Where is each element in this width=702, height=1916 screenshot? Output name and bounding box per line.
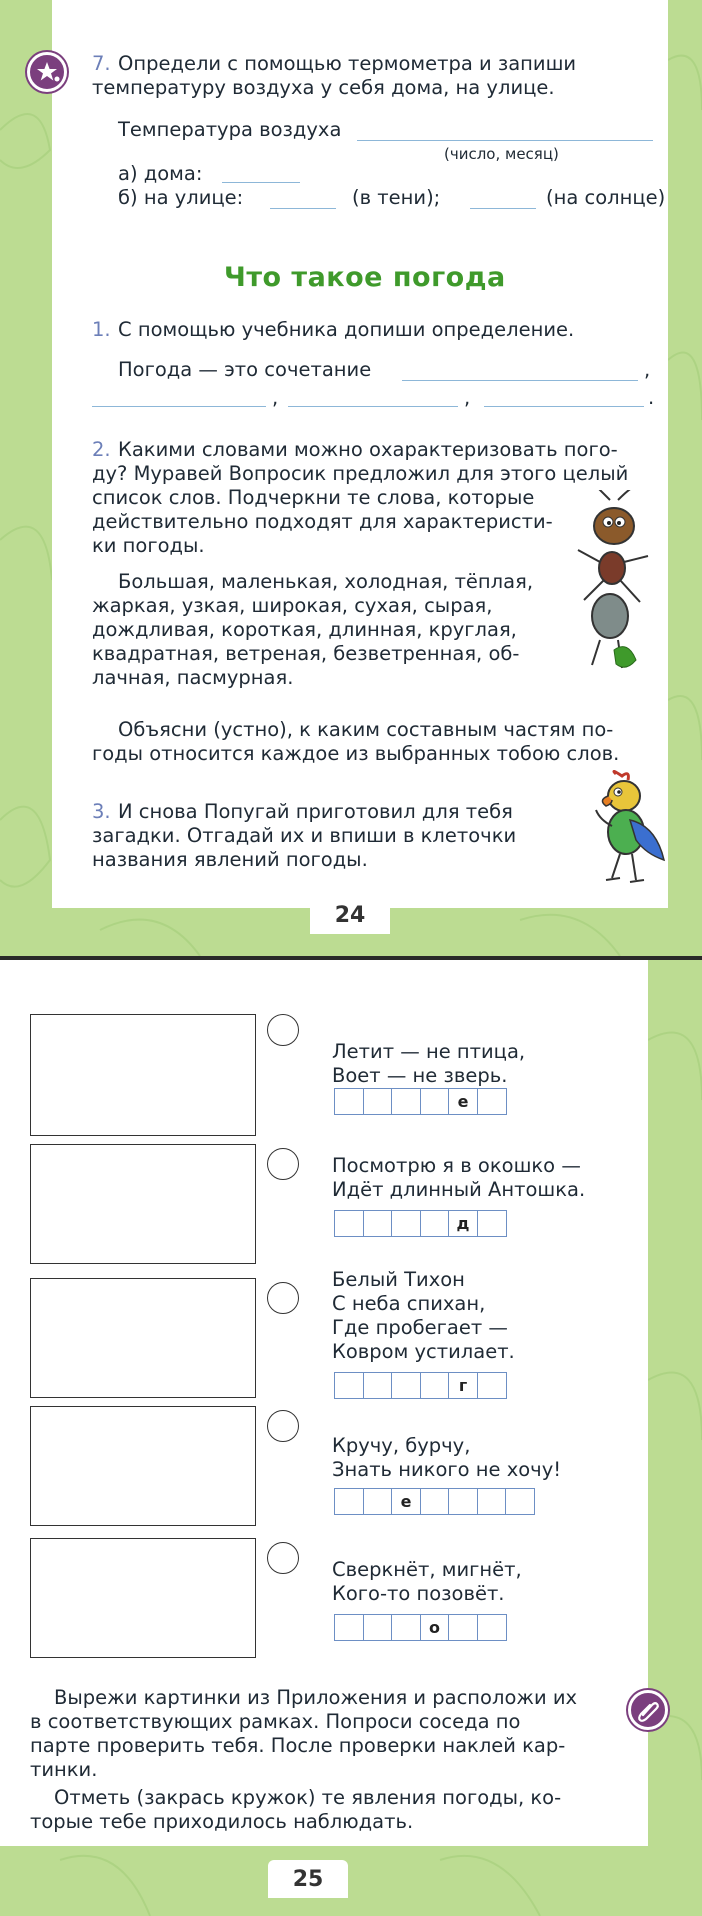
- answer-cell[interactable]: [363, 1614, 393, 1641]
- answer-cell[interactable]: [420, 1088, 450, 1115]
- answer-cell[interactable]: [391, 1372, 421, 1399]
- word-list-line: Большая, маленькая, холодная, тёплая,: [118, 570, 534, 593]
- answer-cell[interactable]: [420, 1488, 450, 1515]
- riddle-4-line: Кручу, бурчу,: [332, 1434, 471, 1457]
- answer-cell[interactable]: [477, 1488, 507, 1515]
- answer-cell[interactable]: е: [448, 1088, 478, 1115]
- answer-cell[interactable]: [477, 1088, 507, 1115]
- comma-3: ,: [464, 386, 471, 409]
- temperature-label: Температура воздуха: [118, 118, 342, 141]
- instruction-line: в соответствующих рамках. Попроси соседа по: [30, 1710, 521, 1733]
- riddle-2-line: Посмотрю я в окошко —: [332, 1154, 581, 1177]
- task-3-line: И снова Попугай приготовил для тебя: [118, 800, 513, 823]
- answer-cell[interactable]: [363, 1372, 393, 1399]
- word-list-line: лачная, пасмурная.: [92, 666, 294, 689]
- instruction-line: парте проверить тебя. После проверки наклей кар-: [30, 1734, 566, 1757]
- definition-field-1[interactable]: [402, 380, 638, 381]
- task-2-line: ки погоды.: [92, 534, 205, 557]
- date-hint: (число, месяц): [444, 145, 559, 163]
- riddle-2-line: Идёт длинный Антошка.: [332, 1178, 586, 1201]
- answer-cell[interactable]: е: [391, 1488, 421, 1515]
- sun-label: (на солнце): [546, 186, 666, 209]
- answer-cell[interactable]: [391, 1210, 421, 1237]
- answer-cell[interactable]: [505, 1488, 535, 1515]
- picture-frame-4[interactable]: [30, 1406, 256, 1526]
- answer-cell[interactable]: [477, 1210, 507, 1237]
- task-2-number: 2.: [92, 438, 111, 461]
- answer-cell[interactable]: [420, 1372, 450, 1399]
- page-number-24: 24: [310, 896, 390, 934]
- instruction-line: Вырежи картинки из Приложения и расположи их: [54, 1686, 578, 1709]
- answer-cell[interactable]: [391, 1614, 421, 1641]
- answer-cell[interactable]: д: [448, 1210, 478, 1237]
- textbook-page-25: [0, 960, 702, 1916]
- explain-line: Объясни (устно), к каким составным частям по-: [118, 718, 614, 741]
- mark-instruction-line: торые тебе приходилось наблюдать.: [30, 1810, 414, 1833]
- answer-cell[interactable]: [334, 1088, 364, 1115]
- riddle-5-line: Сверкнёт, мигнёт,: [332, 1558, 522, 1581]
- picture-frame-1[interactable]: [30, 1014, 256, 1136]
- definition-field-2[interactable]: [92, 406, 266, 407]
- task-2-line: ду? Муравей Вопросик предложил для этого целый: [92, 462, 629, 485]
- answer-cells-4: [334, 1488, 534, 1515]
- answer-cell[interactable]: [334, 1372, 364, 1399]
- page-number-25: 25: [268, 1860, 348, 1898]
- home-temperature-field[interactable]: [222, 182, 300, 183]
- observed-circle-5[interactable]: [267, 1542, 299, 1574]
- task-3-line: загадки. Отгадай их и впиши в клеточки: [92, 824, 517, 847]
- page-24-card: [52, 0, 668, 908]
- riddle-3-line: Где пробегает —: [332, 1316, 508, 1339]
- shade-label: (в тени);: [352, 186, 441, 209]
- picture-frame-3[interactable]: [30, 1278, 256, 1398]
- word-list-line: жаркая, узкая, широкая, сухая, сырая,: [92, 594, 493, 617]
- observed-circle-1[interactable]: [267, 1014, 299, 1046]
- word-list-line: дождливая, короткая, длинная, круглая,: [92, 618, 517, 641]
- definition-field-3[interactable]: [288, 406, 458, 407]
- star-task-icon: [27, 52, 67, 92]
- comma-1: ,: [644, 358, 651, 381]
- answer-cells-5: [334, 1614, 505, 1641]
- picture-frame-5[interactable]: [30, 1538, 256, 1658]
- task-2-line: действительно подходят для характеристи-: [92, 510, 553, 533]
- comma-2: ,: [272, 386, 279, 409]
- answer-cell[interactable]: [334, 1488, 364, 1515]
- observed-circle-3[interactable]: [267, 1282, 299, 1314]
- task-7-text-line-2: температуру воздуха у себя дома, на улице.: [92, 76, 555, 99]
- task-2-line: Какими словами можно охарактеризовать пого-: [118, 438, 618, 461]
- answer-cell[interactable]: [363, 1210, 393, 1237]
- instruction-line: тинки.: [30, 1758, 98, 1781]
- answer-cells-1: [334, 1088, 505, 1115]
- observed-circle-4[interactable]: [267, 1410, 299, 1442]
- ant-character-illustration: [570, 490, 654, 680]
- definition-label: Погода — это сочетание: [118, 358, 372, 381]
- answer-cells-2: [334, 1210, 505, 1237]
- answer-cell[interactable]: о: [420, 1614, 450, 1641]
- parrot-character-illustration: [586, 770, 666, 890]
- temperature-date-field[interactable]: [357, 140, 653, 141]
- task-2-line: список слов. Подчеркни те слова, которые: [92, 486, 535, 509]
- observed-circle-2[interactable]: [267, 1148, 299, 1180]
- picture-frame-2[interactable]: [30, 1144, 256, 1264]
- street-label: б) на улице:: [118, 186, 244, 209]
- riddle-3-line: С неба спихан,: [332, 1292, 486, 1315]
- explain-line: годы относится каждое из выбранных тобою слов.: [92, 742, 620, 765]
- riddle-5-line: Кого-то позовёт.: [332, 1582, 505, 1605]
- answer-cell[interactable]: [448, 1614, 478, 1641]
- task-3-line: названия явлений погоды.: [92, 848, 368, 871]
- answer-cell[interactable]: [477, 1614, 507, 1641]
- riddle-3-line: Ковром устилает.: [332, 1340, 515, 1363]
- page-25-card: [0, 960, 648, 1846]
- answer-cell[interactable]: г: [448, 1372, 478, 1399]
- home-label: а) дома:: [118, 162, 203, 185]
- riddle-4-line: Знать никого не хочу!: [332, 1458, 562, 1481]
- answer-cell[interactable]: [334, 1210, 364, 1237]
- task-1-text: С помощью учебника допиши определение.: [118, 318, 575, 341]
- task-7-text-line-1: Определи с помощью термометра и запиши: [118, 52, 577, 75]
- answer-cell[interactable]: [334, 1614, 364, 1641]
- textbook-page-24: [0, 0, 702, 956]
- answer-cell[interactable]: [477, 1372, 507, 1399]
- answer-cell[interactable]: [363, 1488, 393, 1515]
- riddle-1-line: Летит — не птица,: [332, 1040, 526, 1063]
- answer-cells-3: [334, 1372, 505, 1399]
- sun-temperature-field[interactable]: [470, 208, 536, 209]
- period: .: [648, 386, 655, 409]
- answer-cell[interactable]: [363, 1088, 393, 1115]
- riddle-3-line: Белый Тихон: [332, 1268, 465, 1291]
- task-7-number: 7.: [92, 52, 111, 75]
- riddle-1-line: Воет — не зверь.: [332, 1064, 508, 1087]
- word-list-line: квадратная, ветреная, безветренная, об-: [92, 642, 520, 665]
- task-3-number: 3.: [92, 800, 111, 823]
- definition-field-4[interactable]: [484, 406, 644, 407]
- shade-temperature-field[interactable]: [270, 208, 336, 209]
- section-title: Что такое погода: [224, 262, 506, 293]
- paperclip-icon: [628, 1690, 668, 1730]
- answer-cell[interactable]: [420, 1210, 450, 1237]
- answer-cell[interactable]: [391, 1088, 421, 1115]
- mark-instruction-line: Отметь (закрась кружок) те явления погоды, ко-: [54, 1786, 562, 1809]
- answer-cell[interactable]: [448, 1488, 478, 1515]
- task-1-number: 1.: [92, 318, 111, 341]
